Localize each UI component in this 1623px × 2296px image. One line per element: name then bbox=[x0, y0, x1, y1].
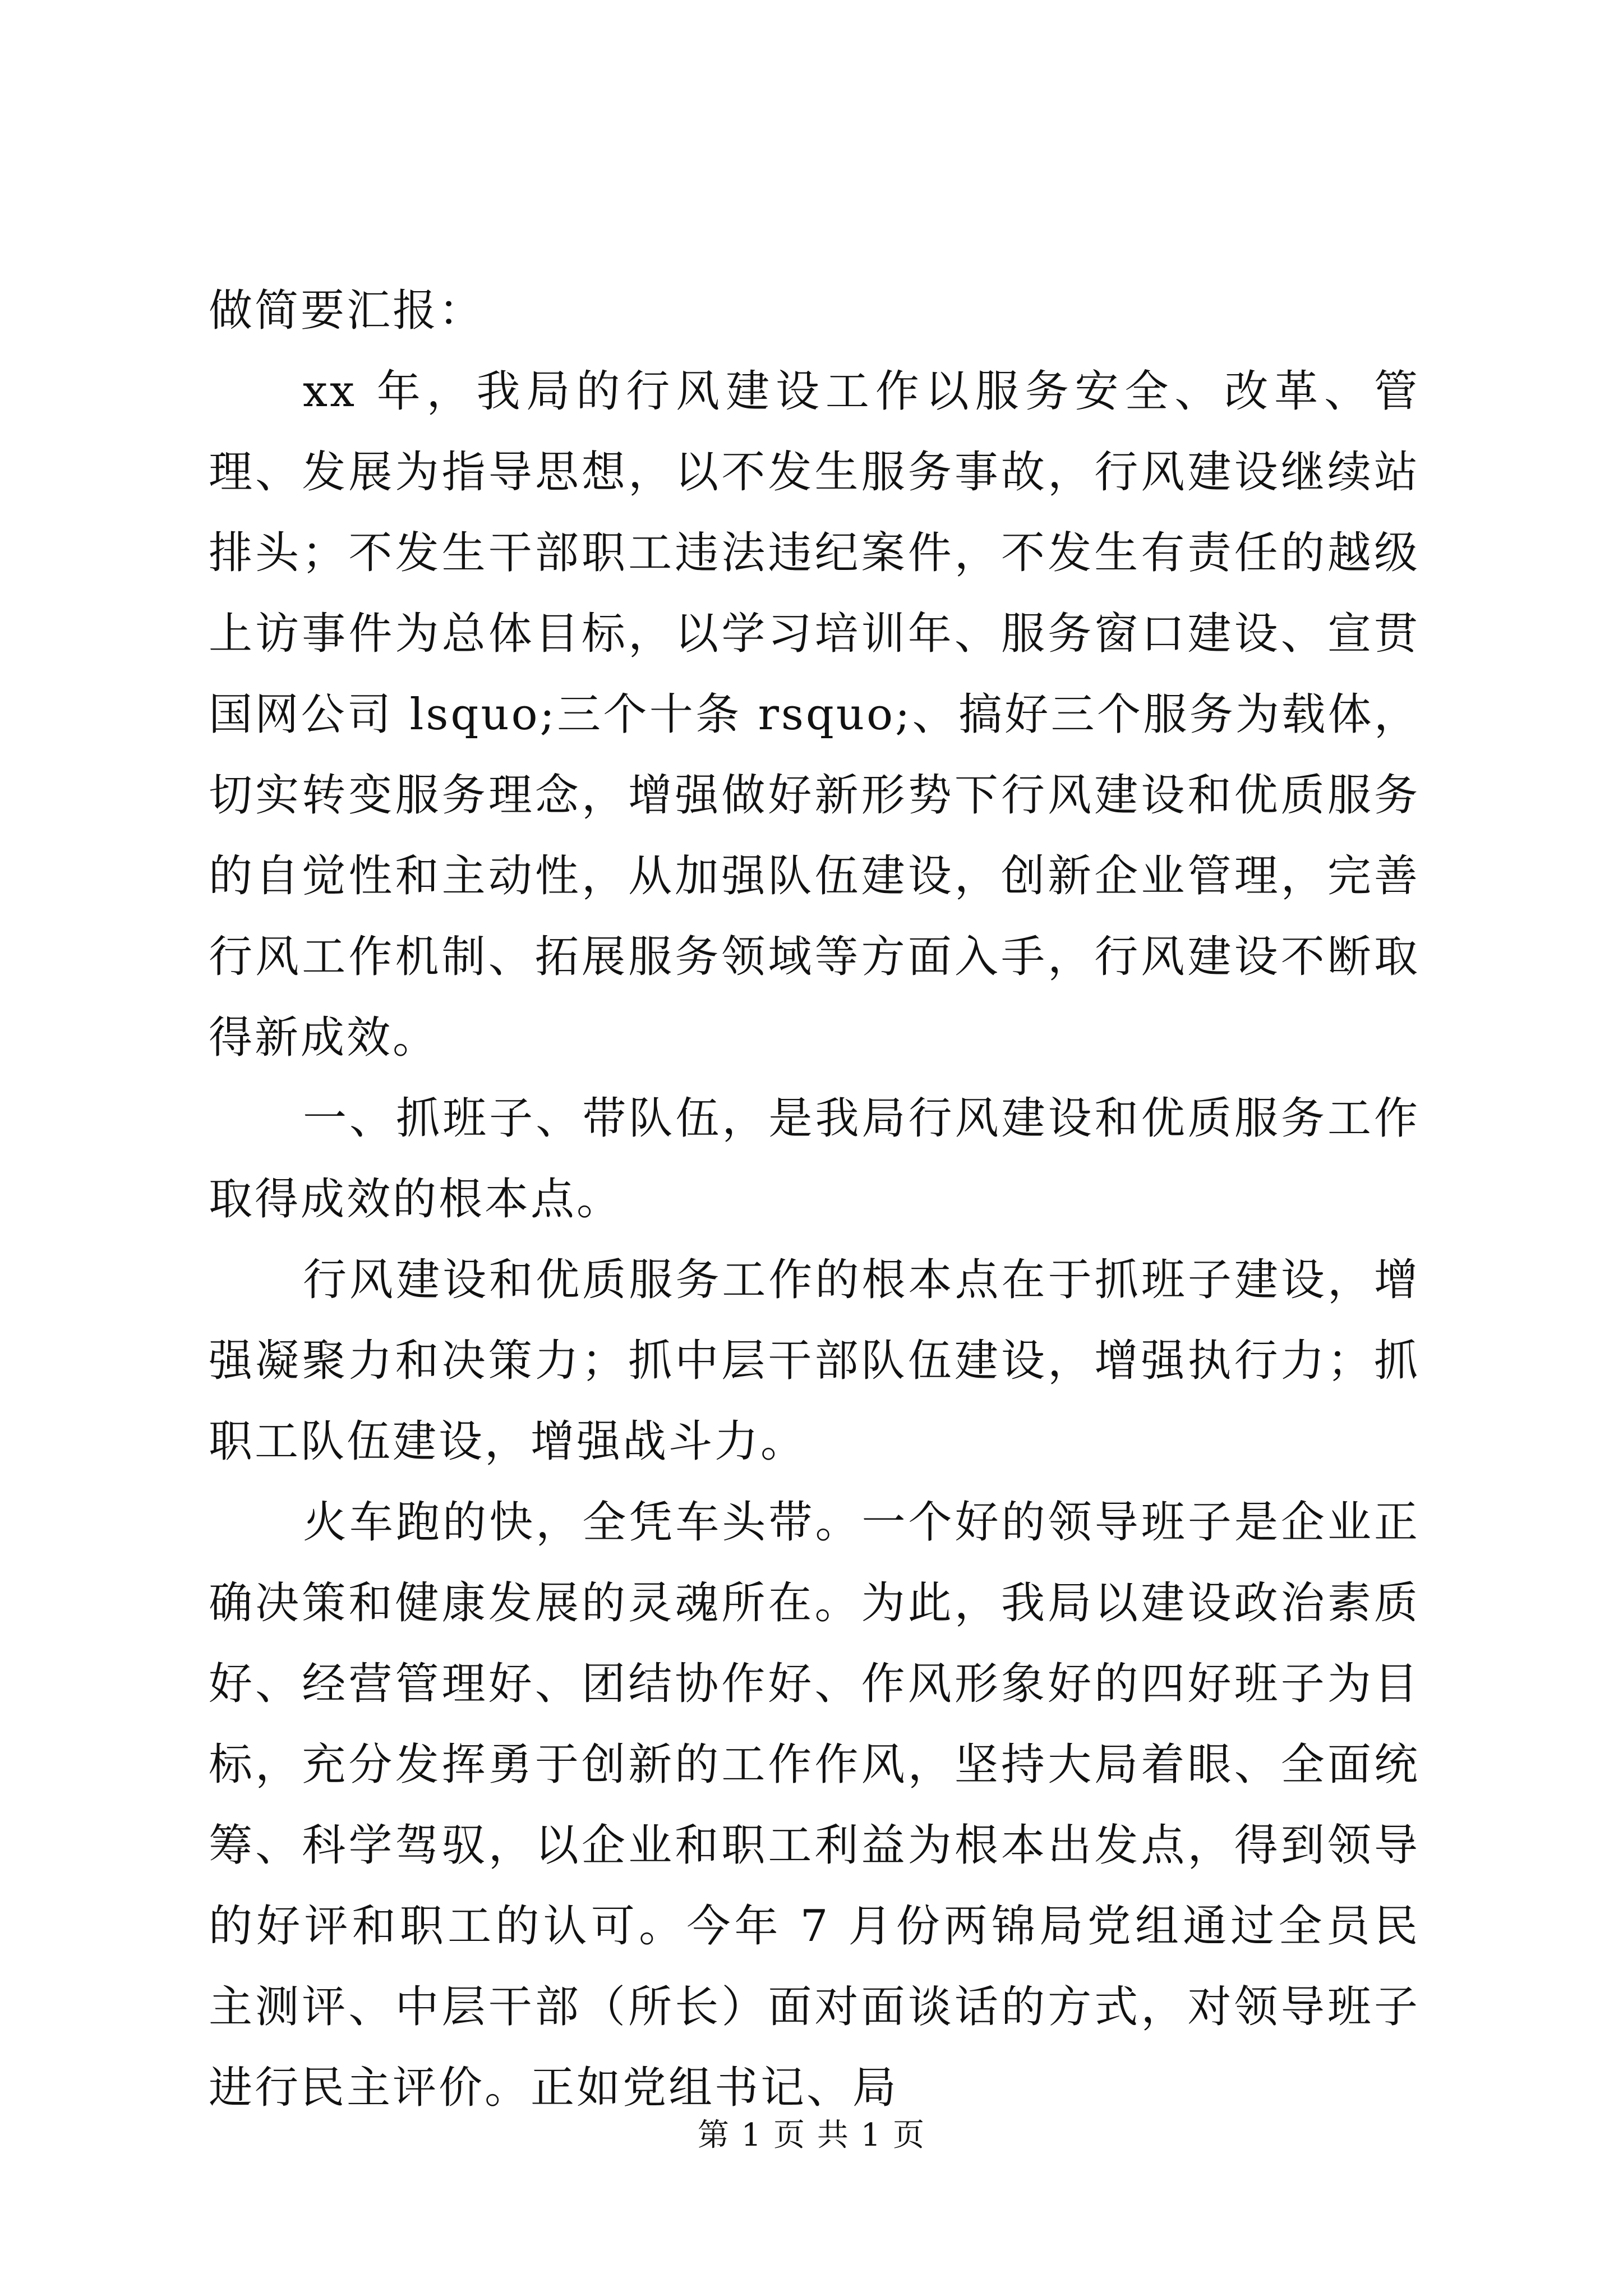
paragraph-report-intro: 做简要汇报： bbox=[209, 286, 485, 336]
document-body bbox=[209, 270, 1420, 2128]
paragraph-leadership: 火车跑的快，全凭车头带。一个好的领导班子是企业正确决策和健康发展的灵魂所在。为此，我局以建设政治素质好、经营管理好、团结协作好、作风形象好的四好班子为目标，充分发挥勇于创新的工作作风，坚持大局着眼、全面统筹、科学驾驭，以企业和职工利益为根本出发点，得到领导的好评和职工的认可。今年 7 月份两锦局党组通过全员民主测评、中层干部（所长）面对面谈话的方式，对领导班子进行民主评价。正如党组书记、局 bbox=[209, 1497, 1420, 2113]
page-footer bbox=[0, 2116, 1623, 2155]
paragraph-overview: xx 年，我局的行风建设工作以服务安全、改革、管理、发展为指导思想，以不发生服务事故，行风建设继续站排头；不发生干部职工违法违纪案件，不发生有责任的越级上访事件为总体目标，以学习培训年、服务窗口建设、宣贯国网公司 lsquo;三个十条 rsquo;、搞好三个服务为载体，切实转变服务理念，增强做好新形势下行风建设和优质服务的自觉性和主动性，从加强队伍建设，创新企业管理，完善行风工作机制、拓展服务领域等方面入手，行风建设不断取得新成效。 bbox=[209, 366, 1420, 1063]
page-number-label: 第 1 页 共 1 页 bbox=[697, 2117, 926, 2154]
paragraph-team-building: 行风建设和优质服务工作的根本点在于抓班子建设，增强凝聚力和决策力；抓中层干部队伍建设，增强执行力；抓职工队伍建设，增强战斗力。 bbox=[209, 1255, 1420, 1467]
paragraph-section-one-heading: 一、抓班子、带队伍，是我局行风建设和优质服务工作取得成效的根本点。 bbox=[209, 1093, 1420, 1225]
